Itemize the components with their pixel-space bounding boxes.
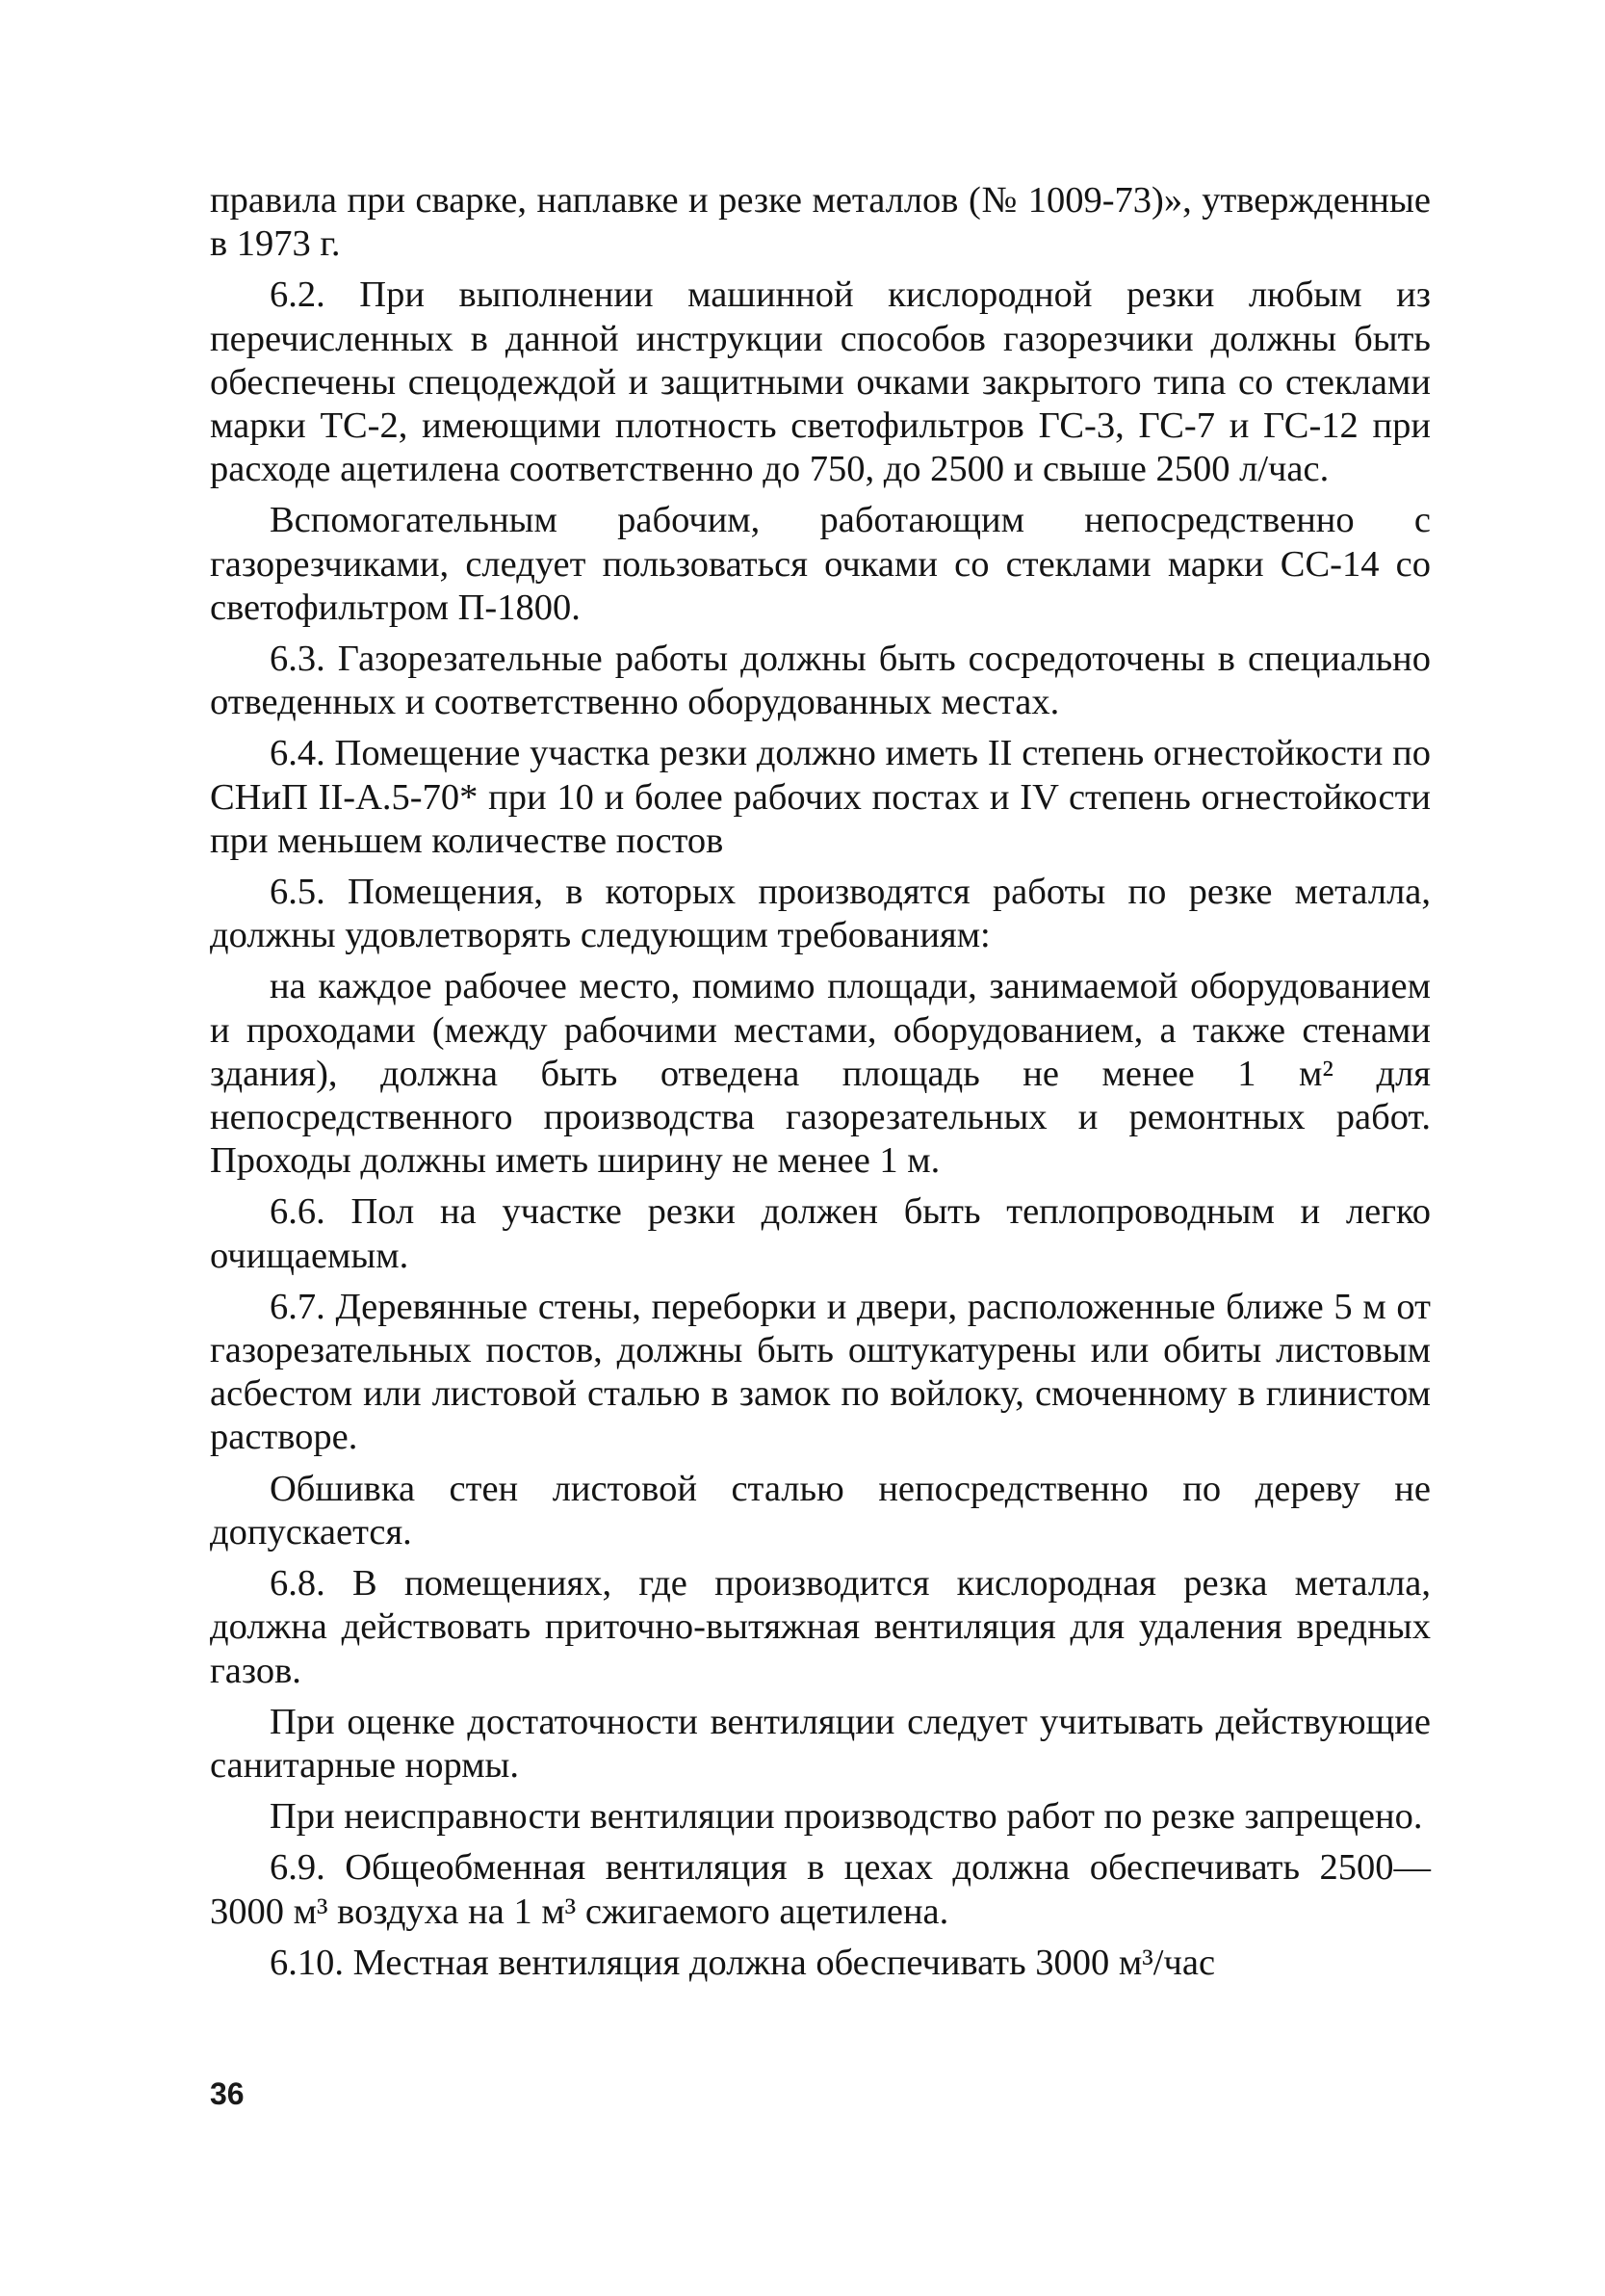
paragraph-rules-reference: правила при сварке, наплавке и резке металлов (№ 1009-73)», утвержденные в 1973 г.	[210, 180, 1431, 265]
page-number: 36	[210, 2076, 245, 2111]
page-body	[210, 179, 1431, 1993]
paragraph-6-7: 6.7. Деревянные стены, переборки и двери, расположенные ближе 5 м от газорезательных постов, должны быть оштукатурены или обиты листовым асбестом или листовой сталью в замок по войлоку, смоченному в глинистом растворе.	[210, 1286, 1431, 1458]
paragraph-6-9: 6.9. Общеобменная вентиляция в цехах должна обеспечивать 2500—3000 м³ воздуха на 1 м³ сжигаемого ацетилена.	[210, 1847, 1431, 1932]
paragraph-6-4: 6.4. Помещение участка резки должно иметь II степень огнестойкости по СНиП II-А.5-70* при 10 и более рабочих постах и IV степень огнестойкости при меньшем количестве постов	[210, 733, 1431, 861]
paragraph-sanitary-norms: При оценке достаточности вентиляции следует учитывать действующие санитарные нормы.	[210, 1701, 1431, 1786]
paragraph-ventilation-fault: При неисправности вентиляции производство работ по резке запрещено.	[270, 1796, 1423, 1838]
paragraph-workplace-area: на каждое рабочее место, помимо площади, занимаемой оборудованием и проходами (между рабочими местами, оборудованием, а также стенами здания), должна быть отведена площадь не менее 1 м² для непосредственного производства газорезательных и ремонтных работ. Проходы должны иметь ширину не менее 1 м.	[210, 966, 1431, 1182]
paragraph-sheathing: Обшивка стен листовой сталью непосредственно по дереву не допускается.	[210, 1468, 1431, 1552]
paragraph-6-8: 6.8. В помещениях, где производится кислородная резка металла, должна действовать приточно-вытяжная вентиляция для удаления вредных газов.	[210, 1563, 1431, 1691]
paragraph-6-10: 6.10. Местная вентиляция должна обеспечивать 3000 м³/час	[270, 1942, 1216, 1983]
paragraph-6-2: 6.2. При выполнении машинной кислородной резки любым из перечисленных в данной инструкции способов газорезчики должны быть обеспечены спецодеждой и защитными очками закрытого типа со стеклами марки ТС-2, имеющими плотность светофильтров ГС-3, ГС-7 и ГС-12 при расходе ацетилена соответственно до 750, до 2500 и свыше 2500 л/час.	[210, 274, 1431, 490]
paragraph-6-6: 6.6. Пол на участке резки должен быть теплопроводным и легко очищаемым.	[210, 1191, 1431, 1276]
paragraph-6-5: 6.5. Помещения, в которых производятся работы по резке металла, должны удовлетворять следующим требованиям:	[210, 872, 1431, 956]
paragraph-6-3: 6.3. Газорезательные работы должны быть сосредоточены в специально отведенных и соответственно оборудованных местах.	[210, 639, 1431, 723]
paragraph-auxiliary-workers: Вспомогательным рабочим, работающим непосредственно с газорезчиками, следует пользоваться очками со стеклами марки СС-14 со светофильтром П-1800.	[210, 500, 1431, 628]
